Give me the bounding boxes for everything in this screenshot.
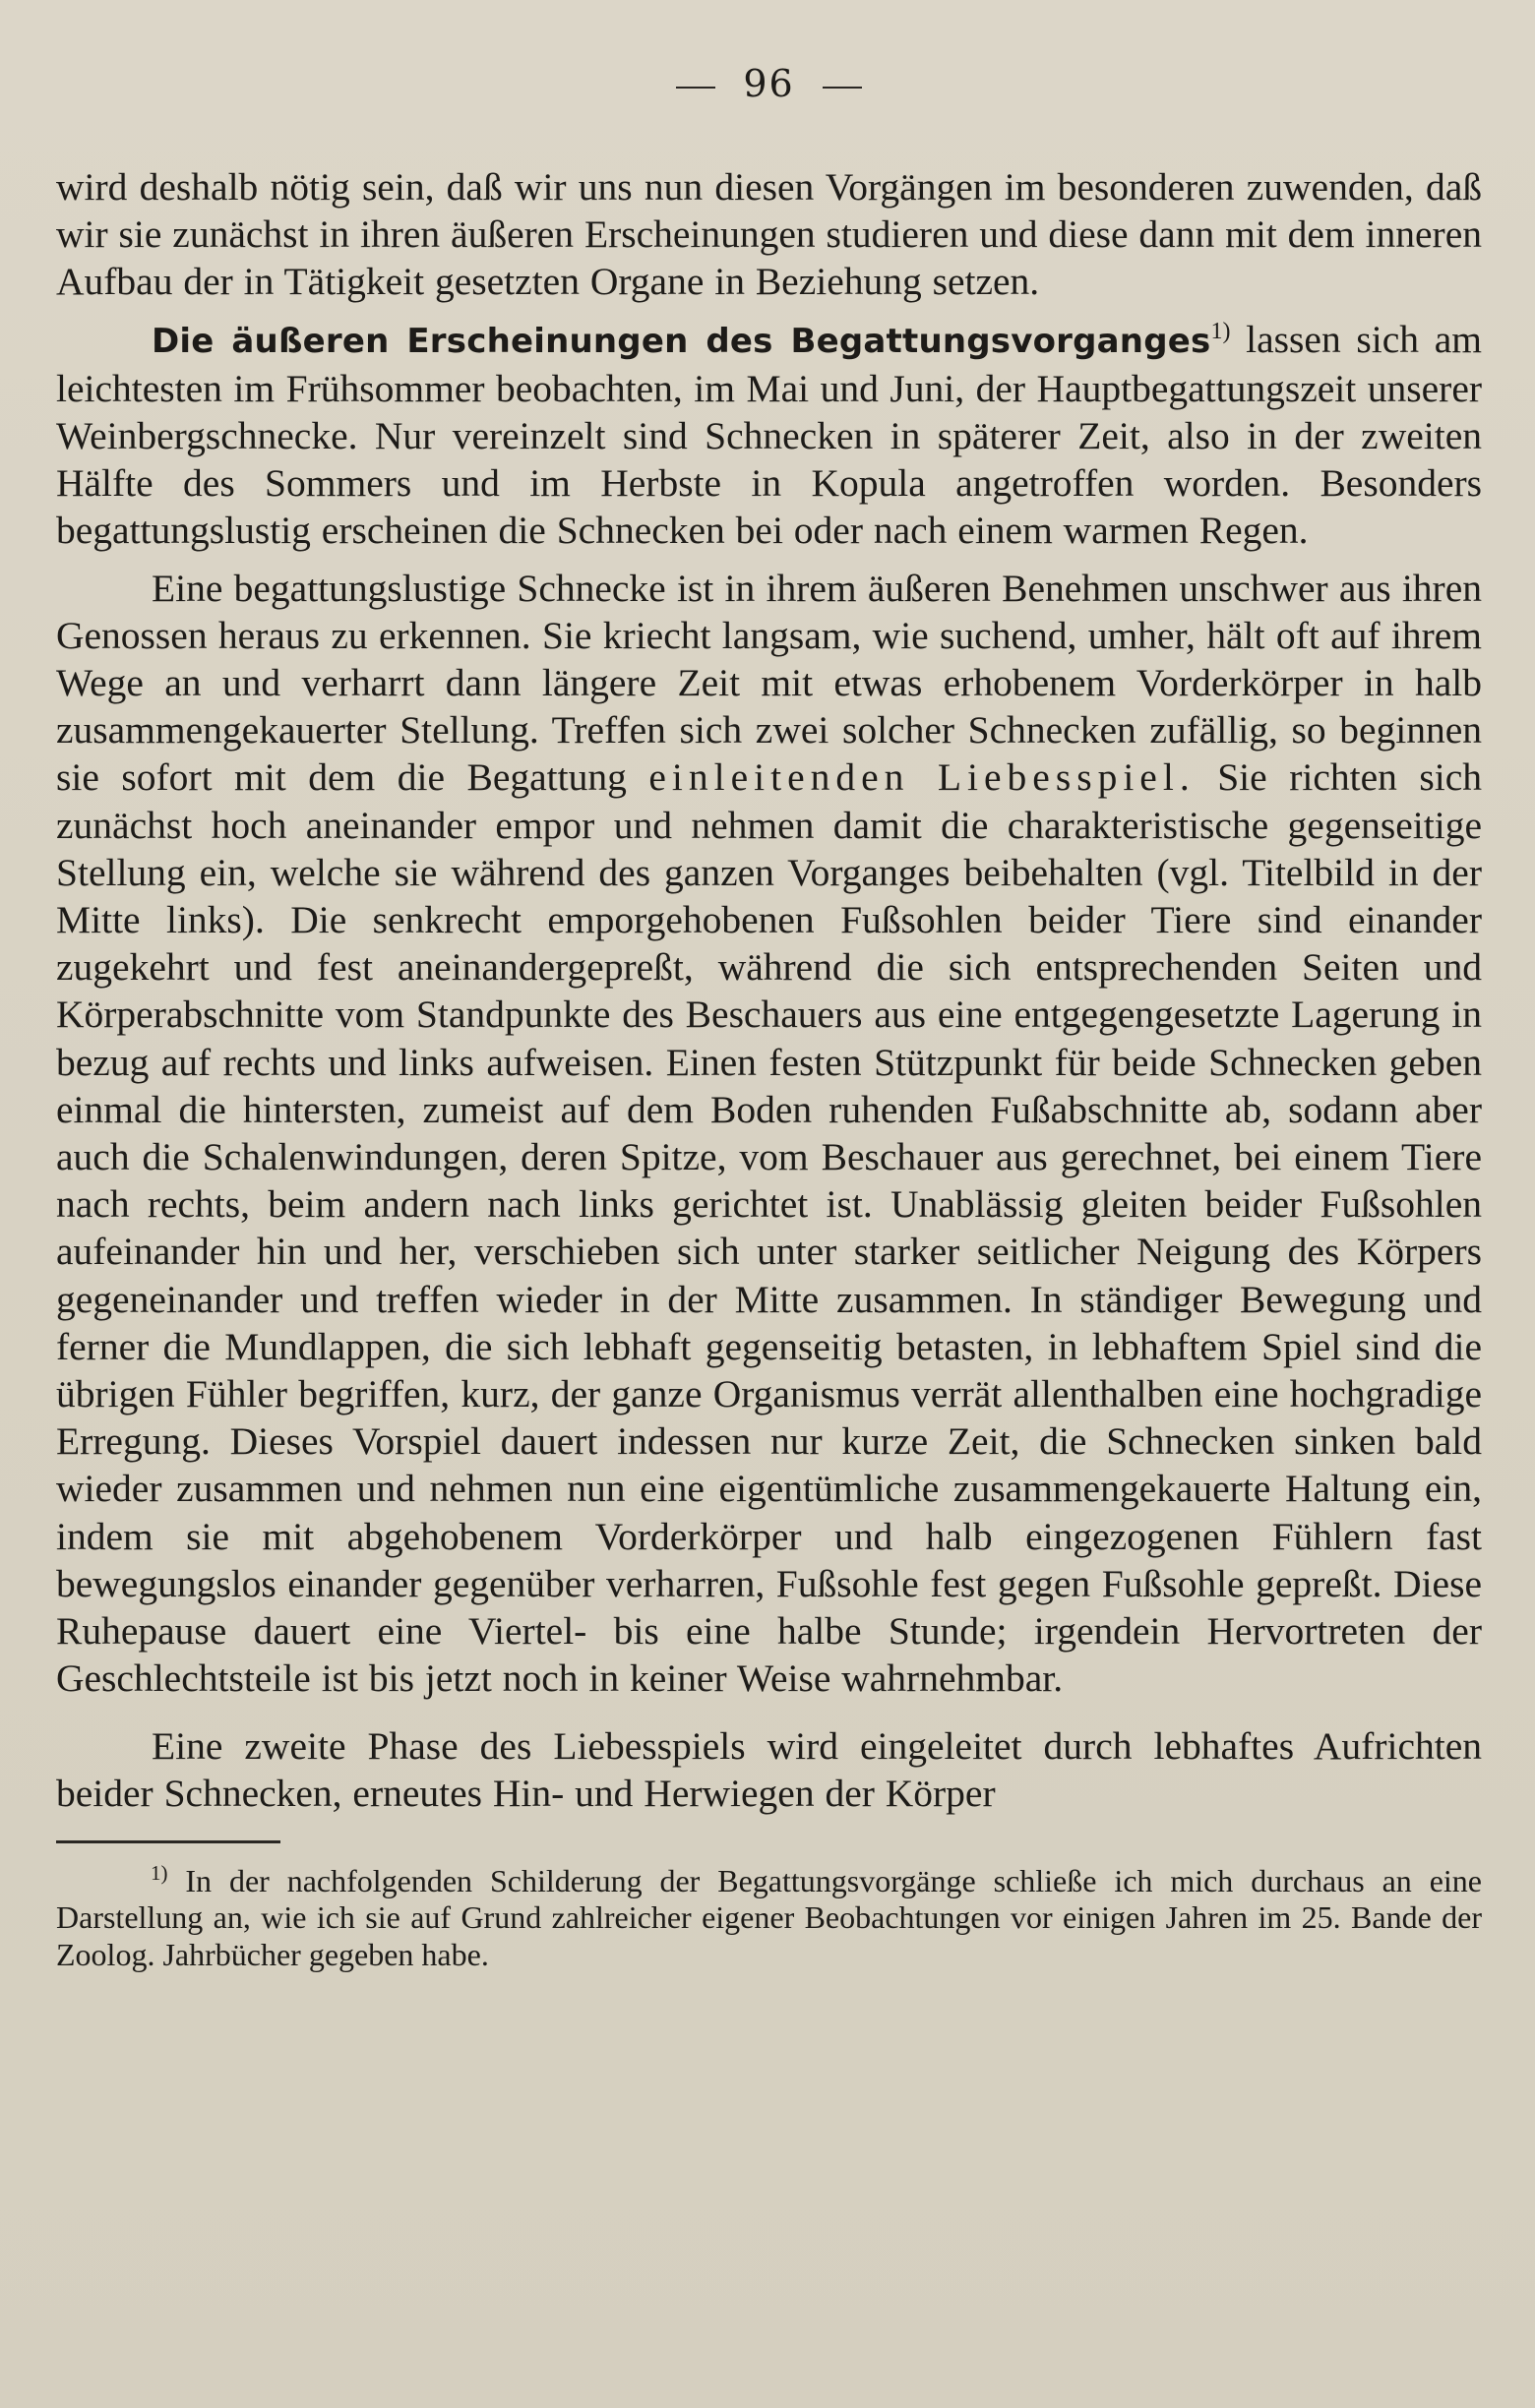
paragraph-1-text: wird deshalb nötig sein, daß wir uns nun diesen Vorgängen im besonderen zuwenden, daß wir sie zunächst in ihren äußeren Erscheinungen studieren und diese dann mit dem inneren Aufbau der in Tätigkeit gesetzten Organe in Beziehung setzen. [56,165,1482,304]
paragraph-3 [56,565,1482,1703]
page-number-header [56,61,1482,106]
footnote-text: In der nachfolgenden Schilderung der Begattungsvorgänge schließe ich mich durchaus an eine Darstellung an, wie ich sie auf Grund zahlreicher eigener Beobachtungen vor einigen Jahren im 25. Bande der Zoolog. Jahrbücher gegeben habe. [56,1862,1482,1972]
paragraph-4-text: Eine zweite Phase des Liebesspiels wird eingeleitet durch lebhaftes Aufrichten beider Schnecken, erneutes Hin- und Herwiegen der Körper [56,1723,1482,1815]
main-text [56,163,1482,1817]
footnote-divider [56,1840,280,1843]
paragraph-1 [56,163,1482,306]
emphasized-term: einleitenden Liebesspiel. [648,755,1196,800]
footnote-mark: 1) [151,1860,168,1885]
paragraph-4 [56,1722,1482,1817]
paragraph-3-text-after: Sie richten sich zunächst hoch aneinander empor und nehmen damit die charakteristische gegenseitige Stellung ein, welche sie während des ganzen Vorganges beibehalten (vgl. Titelbild in der Mitte links). Die senkrecht emporgehobenen Fußsohlen beider Tiere sind einander zugekehrt und fest aneinandergepreßt, während die sich entsprechenden Seiten und Körperabschnitte vom Standpunkte des Beschauers aus eine entgegengesetzte Lagerung in bezug auf rechts und links aufweisen. Einen festen Stützpunkt für beide Schnecken geben einmal die hintersten, zumeist auf dem Boden ruhenden Fußabschnitte ab, sodann aber auch die Schalenwindungen, deren Spitze, vom Beschauer aus gerechnet, bei einem Tiere nach rechts, beim andern nach links gerichtet ist. Unablässig gleiten beider Fußsohlen aufeinander hin und her, verschieben sich unter starker seitlicher Neigung des Körpers gegeneinander und treffen wieder in der Mitte zusammen. In ständiger Bewegung und ferner die Mundlappen, die sich lebhaft gegenseitig betasten, in lebhaftem Spiel sind die übrigen Fühler begriffen, kurz, der ganze Organismus verrät allenthalben eine hochgradige Erregung. Dieses Vorspiel dauert indessen nur kurze Zeit, die Schnecken sinken bald wieder zusammen und nehmen nun eine eigentümliche zusammengekauerte Haltung ein, indem sie mit abgehobenem Vorderkörper und halb eingezogenen Fühlern fast bewegungslos einander gegenüber verharren, Fußsohle fest gegen Fußsohle gepreßt. Diese Ruhepause dauert eine Viertel- bis eine halbe Stunde; irgendein Hervortreten der Geschlechtsteile ist bis jetzt noch in keiner Weise wahrnehmbar. [56,755,1483,1701]
header-dash-right [823,87,862,89]
paragraph-3-text-before: Eine begattungslustige Schnecke ist in ihrem äußeren Benehmen unschwer aus ihren Genossen heraus zu erkennen. Sie kriecht langsam, wie suchend, umher, hält oft auf ihrem Wege an und verharrt dann längere Zeit mit etwas erhobenem Vorderkörper in halb zusammengekauerter Stellung. Treffen sich zwei solcher Schnecken zufällig, so beginnen sie sofort mit dem die Begattung [56,566,1482,800]
paragraph-2 [56,316,1482,555]
page-number: 96 [743,62,795,105]
footnote-reference: 1) [1210,318,1231,344]
section-heading: Die äußeren Erscheinungen des Begattungsvorganges [152,321,1211,361]
paragraph-2-text: lassen sich am leichtesten im Frühsommer beobachten, im Mai und Juni, der Hauptbegattungszeit unserer Weinbergschnecke. Nur vereinzelt sind Schnecken in späterer Zeit, also in der zweiten Hälfte des Sommers und im Herbste in Kopula angetroffen worden. Besonders begattungslustig erscheinen die Schnecken bei oder nach einem warmen Regen. [56,317,1483,553]
footnote [56,1860,1482,1974]
header-dash-left [676,87,715,89]
